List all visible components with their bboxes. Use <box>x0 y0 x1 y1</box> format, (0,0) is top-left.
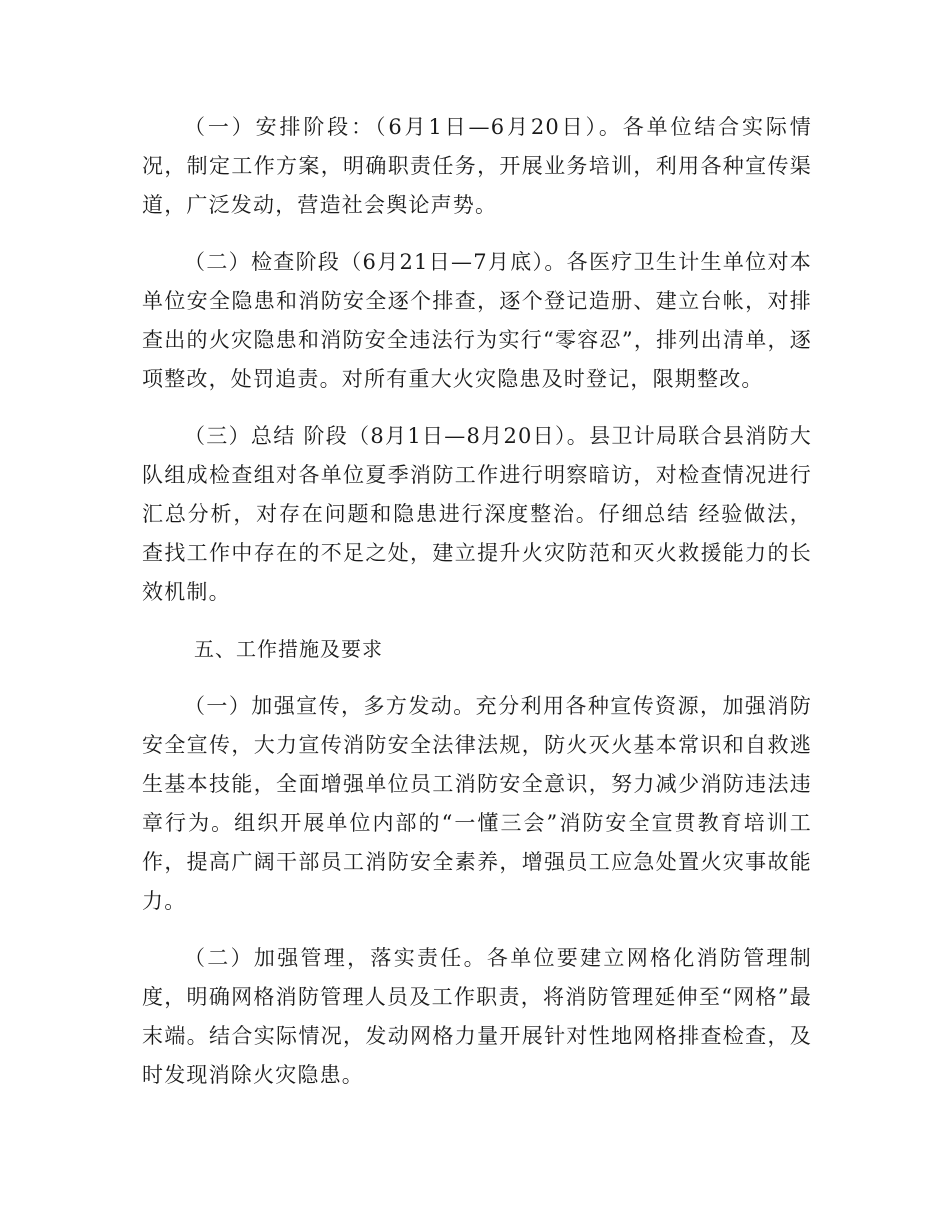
paragraph-measure-management: （二）加强管理，落实责任。各单位要建立网格化消防管理制度，明确网格消防管理人员及工作职责，将消防管理延伸至“网格”最末端。结合实际情况，发动网格力量开展针对性地网格排查检查，及时发现消除火灾隐患。 <box>142 946 812 1087</box>
paragraph-measure-publicity: （一）加强宣传，多方发动。充分利用各种宣传资源，加强消防安全宣传，大力宣传消防安全法律法规，防火灭火基本常识和自救逃生基本技能，全面增强单位员工消防安全意识，努力减少消防违法违章行为。组织开展单位内部的“一懂三会”消防安全宣贯教育培训工作，提高广阔干部员工消防安全素养，增强员工应急处置火灾事故能力。 <box>142 694 812 913</box>
paragraph-summary-stage: （三）总结 阶段（8月1日—8月20日）。县卫计局联合县消防大队组成检查组对各单位夏季消防工作进行明察暗访，对检查情况进行汇总分析，对存在问题和隐患进行深度整治。仔细总结 经验做法，查找工作中存在的不足之处，建立提升火灾防范和灭火救援能力的长效机制。 <box>142 424 812 604</box>
document-body <box>142 108 812 1095</box>
paragraph-inspection-stage: （二）检查阶段（6月21日—7月底）。各医疗卫生计生单位对本单位安全隐患和消防安全逐个排查，逐个登记造册、建立台帐，对排查出的火灾隐患和消防安全违法行为实行“零容忍”，排列出清单，逐项整改，处罚追责。对所有重大火灾隐患及时登记，限期整改。 <box>142 250 812 391</box>
paragraph-arrangement-stage: （一）安排阶段：（6月1日—6月20日）。各单位结合实际情况，制定工作方案，明确职责任务，开展业务培训，利用各种宣传渠道，广泛发动，营造社会舆论声势。 <box>142 115 812 217</box>
section-heading: 五、工作措施及要求 <box>194 637 383 661</box>
